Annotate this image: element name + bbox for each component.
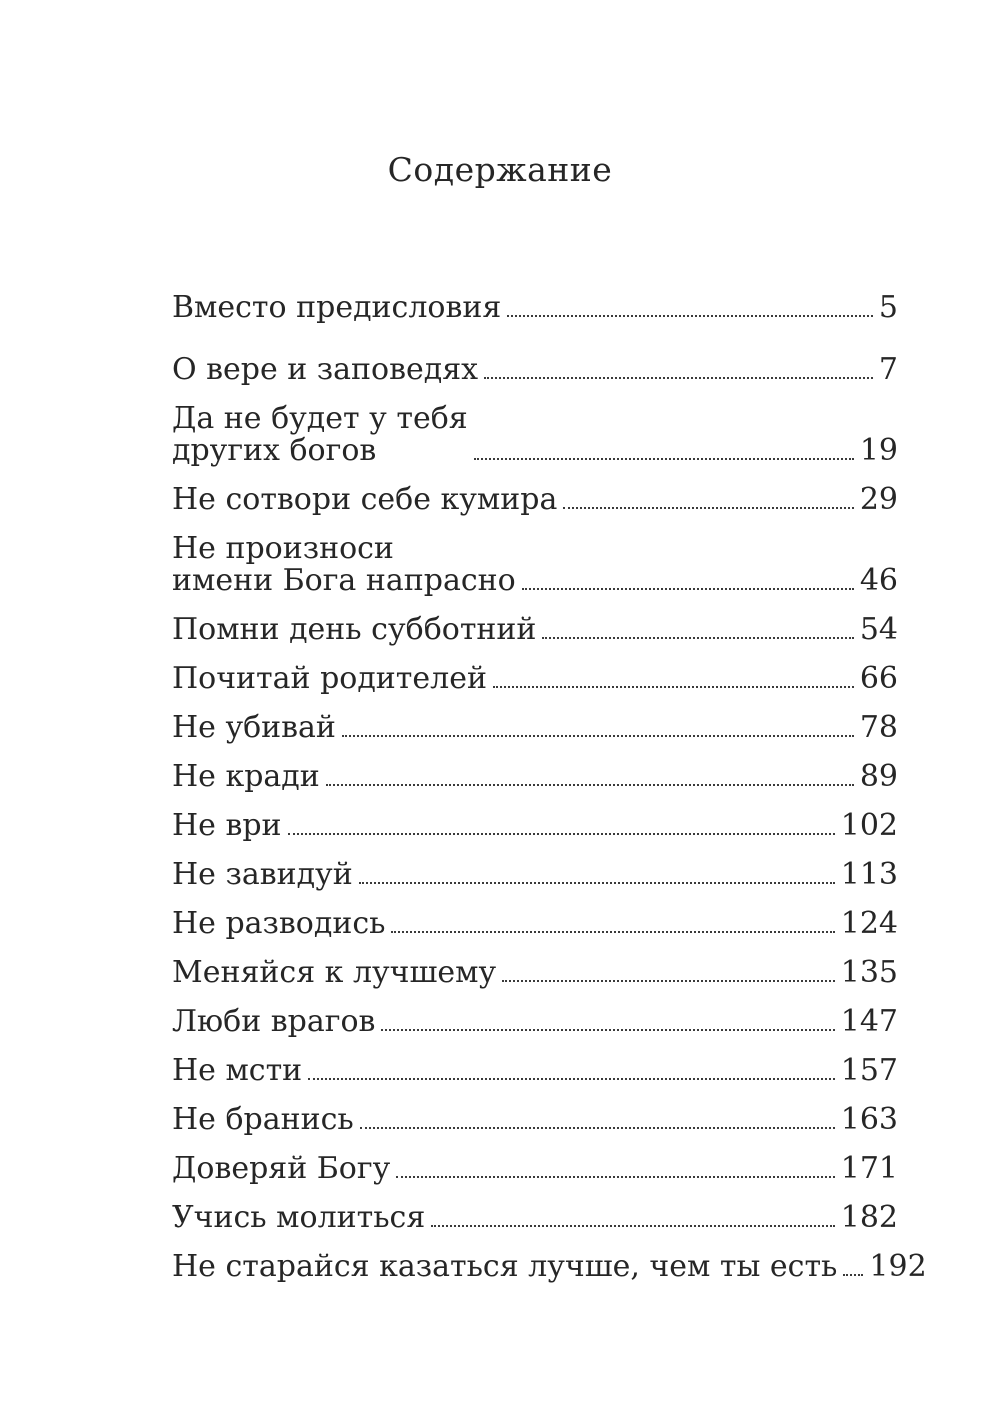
- dot-leader: [507, 315, 873, 317]
- page-title: Содержание: [387, 150, 613, 189]
- toc-page-number: 147: [840, 1004, 898, 1039]
- toc-entry: [172, 810, 898, 842]
- dot-leader: [396, 1176, 835, 1178]
- toc-page-number: 78: [859, 710, 898, 745]
- toc-page-number: 89: [859, 759, 898, 794]
- toc-page-number: 113: [840, 857, 898, 892]
- toc-entry: [172, 712, 898, 744]
- toc-entry-title: Не ври: [172, 808, 282, 843]
- toc-entry: [172, 292, 898, 324]
- dot-leader: [563, 507, 853, 509]
- toc-entry-title: Не сотвори себе кумира: [172, 482, 558, 517]
- dot-leader: [843, 1274, 863, 1276]
- dot-leader: [326, 784, 854, 786]
- toc-entry-title: О вере и заповедях: [172, 352, 479, 387]
- dot-leader: [522, 588, 854, 590]
- dot-leader: [360, 1127, 835, 1129]
- toc-entry-title: Не убивай: [172, 710, 336, 745]
- toc-entry-title: Учись молиться: [172, 1200, 426, 1235]
- toc-page-number: 157: [840, 1053, 898, 1088]
- toc-entry: [172, 1249, 927, 1284]
- dot-leader: [391, 931, 834, 933]
- dot-leader: [381, 1029, 834, 1031]
- toc-entry: [172, 614, 898, 646]
- toc-page-number: 54: [859, 612, 898, 647]
- toc-entry: [172, 1202, 898, 1234]
- toc-entry-title: Почитай родителей: [172, 661, 487, 696]
- toc-entry: [172, 1104, 898, 1136]
- toc-page-number: 135: [840, 955, 898, 990]
- table-of-contents: [172, 290, 927, 1300]
- dot-leader: [359, 882, 835, 884]
- toc-page-number: 192: [869, 1249, 927, 1284]
- toc-page-number: 7: [878, 352, 898, 387]
- toc-page-number: 66: [859, 661, 898, 696]
- toc-page-number: 46: [859, 563, 898, 598]
- toc-entry: [172, 1153, 898, 1185]
- toc-page-number: 29: [859, 482, 898, 517]
- toc-page-number: 163: [840, 1102, 898, 1137]
- toc-entry-title: Не произноси имени Бога напрасно: [172, 531, 516, 598]
- dot-leader: [542, 637, 853, 639]
- toc-entry: [172, 859, 898, 891]
- toc-entry-title: Не завидуй: [172, 857, 353, 892]
- toc-page-number: 182: [840, 1200, 898, 1235]
- toc-entry-title: Доверяй Богу: [172, 1151, 391, 1186]
- toc-entry: [172, 484, 898, 516]
- dot-leader: [484, 377, 873, 379]
- toc-entry-title: Не кради: [172, 759, 320, 794]
- toc-entry-title: Вместо предисловия: [172, 290, 502, 325]
- toc-entry: [172, 663, 898, 695]
- toc-entry-title: Да не будет у тебя других богов: [172, 401, 468, 468]
- toc-entry: [172, 908, 898, 940]
- toc-page-number: 171: [840, 1151, 898, 1186]
- dot-leader: [493, 686, 854, 688]
- dot-leader: [431, 1225, 834, 1227]
- toc-entry: [172, 1055, 898, 1087]
- dot-leader: [308, 1078, 835, 1080]
- dot-leader: [288, 833, 835, 835]
- toc-entry-title: Не разводись: [172, 906, 386, 941]
- toc-entry: [172, 957, 898, 989]
- dot-leader: [342, 735, 854, 737]
- toc-page-number: 19: [859, 433, 898, 468]
- toc-entry-title: Не старайся казаться лучше, чем ты есть: [172, 1249, 838, 1284]
- toc-page-number: 5: [878, 290, 898, 325]
- toc-entry: [172, 533, 898, 597]
- toc-entry-title: Не мсти: [172, 1053, 303, 1088]
- toc-page-number: 102: [840, 808, 898, 843]
- toc-entry: [172, 1006, 898, 1038]
- toc-page-number: 124: [840, 906, 898, 941]
- toc-entry: [172, 354, 898, 386]
- toc-entry-title: Помни день субботний: [172, 612, 537, 647]
- toc-entry: [172, 761, 898, 793]
- toc-entry-title: Меняйся к лучшему: [172, 955, 497, 990]
- dot-leader: [474, 458, 854, 460]
- toc-entry-title: Люби врагов: [172, 1004, 376, 1039]
- toc-entry: [172, 403, 898, 467]
- toc-entry-title: Не бранись: [172, 1102, 354, 1137]
- dot-leader: [502, 980, 835, 982]
